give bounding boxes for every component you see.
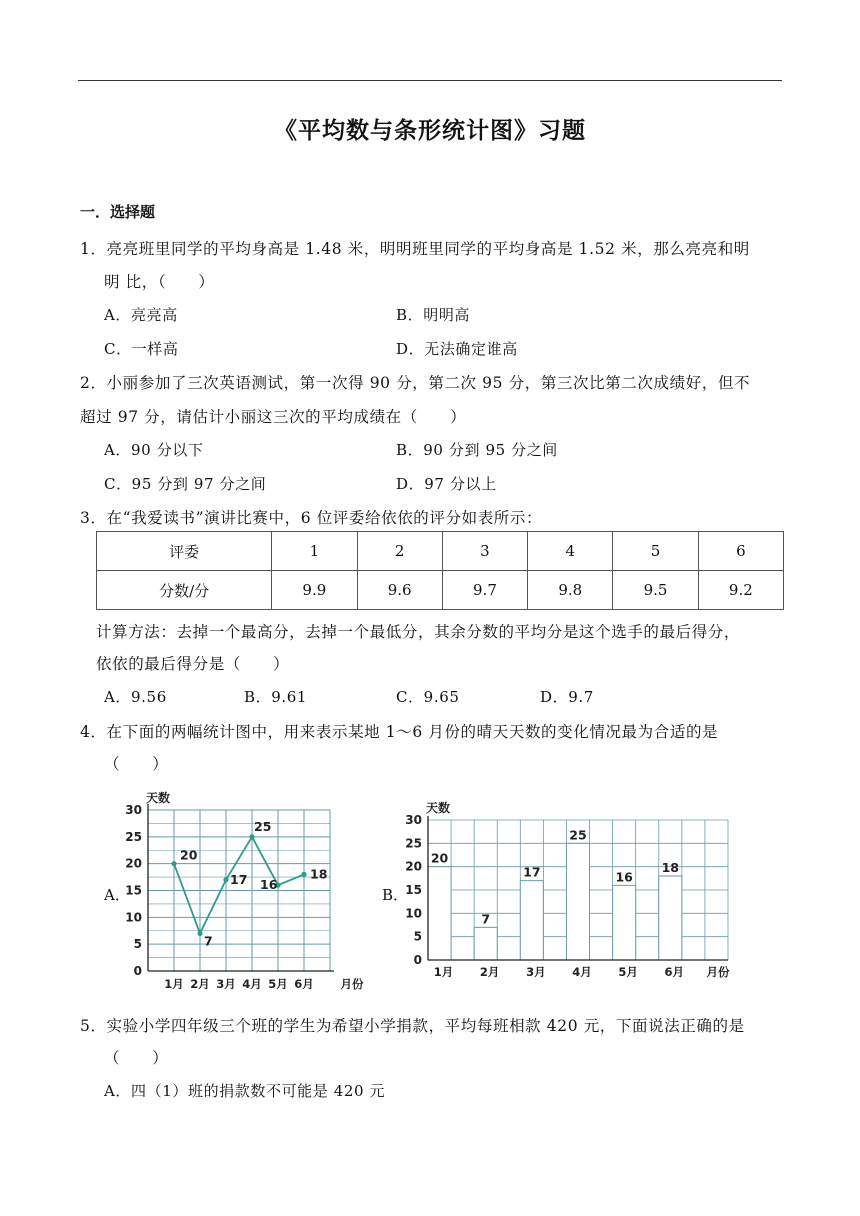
q2-option-c: C．95 分到 97 分之间 xyxy=(104,475,267,493)
q1-option-a: A．亮亮高 xyxy=(104,306,178,324)
y-tick-label: 20 xyxy=(125,856,142,871)
q1-option-b: B．明明高 xyxy=(396,306,471,324)
q4-text-line2: （ ） xyxy=(104,755,169,773)
q3-text-line3: 依依的最后得分是（ ） xyxy=(96,655,290,673)
bar xyxy=(659,876,682,960)
score-table xyxy=(96,531,784,610)
table-cell: 3 xyxy=(442,532,527,571)
q3-option-a: A．9.56 xyxy=(104,688,167,706)
y-tick-label: 15 xyxy=(125,883,142,898)
bar-chart xyxy=(398,798,743,987)
x-axis-label: 月份 xyxy=(340,977,364,991)
x-tick-label: 3月 xyxy=(526,965,546,979)
bar xyxy=(474,927,497,960)
bar xyxy=(566,843,589,960)
x-axis-label: 月份 xyxy=(706,965,730,979)
table-cell: 1 xyxy=(272,532,357,571)
q3-option-b: B．9.61 xyxy=(244,688,308,706)
x-tick-label: 5月 xyxy=(268,977,288,991)
chart-a-label: A． xyxy=(104,886,130,904)
y-tick-label: 0 xyxy=(413,953,422,967)
x-tick-label: 2月 xyxy=(479,965,500,979)
y-tick-label: 30 xyxy=(125,803,142,817)
q5-option-a: A．四（1）班的捐款数不可能是 420 元 xyxy=(104,1082,386,1100)
q5-text-line2: （ ） xyxy=(104,1049,169,1067)
table-cell: 9.8 xyxy=(528,571,613,610)
data-point xyxy=(223,877,228,882)
q5-text-line1: 5．实验小学四年级三个班的学生为希望小学捐款，平均每班相款 420 元，下面说法正确的是 xyxy=(80,1017,745,1035)
data-label: 16 xyxy=(615,869,633,885)
line-chart-svg xyxy=(120,788,370,993)
data-label: 20 xyxy=(430,850,449,866)
y-tick-label: 0 xyxy=(133,964,142,978)
q3-text-line2: 计算方法：去掉一个最高分，去掉一个最低分，其余分数的平均分是这个选手的最后得分， xyxy=(96,623,741,641)
q1-text-line2: 明 比，（ ） xyxy=(104,273,215,291)
x-tick-label: 1月 xyxy=(433,965,454,979)
table-cell: 4 xyxy=(528,532,613,571)
y-tick-label: 10 xyxy=(125,910,142,925)
y-tick-label: 20 xyxy=(405,859,422,874)
data-point xyxy=(171,861,176,866)
x-tick-label: 4月 xyxy=(572,965,592,979)
y-tick-label: 30 xyxy=(405,813,422,827)
header-rule xyxy=(78,80,782,81)
x-tick-label: 2月 xyxy=(190,977,210,991)
y-axis-label: 天数 xyxy=(426,801,451,815)
data-label: 17 xyxy=(230,871,248,887)
table-cell: 9.2 xyxy=(698,571,783,610)
y-tick-label: 25 xyxy=(125,829,142,844)
x-tick-label: 1月 xyxy=(164,977,184,991)
bar xyxy=(520,881,543,960)
table-cell: 9.9 xyxy=(272,571,357,610)
table-cell: 评委 xyxy=(97,532,272,571)
table-row xyxy=(97,532,784,571)
q2-option-b: B．90 分到 95 分之间 xyxy=(396,441,558,459)
q3-text-line1: 3．在“我爱读书”演讲比赛中，6 位评委给依依的评分如表所示： xyxy=(80,509,543,527)
q4-text-line1: 4．在下面的两幅统计图中，用来表示某地 1～6 月份的晴天天数的变化情况最为合适的是 xyxy=(80,723,719,741)
table-cell: 9.5 xyxy=(613,571,698,610)
table-row xyxy=(97,571,784,610)
y-tick-label: 10 xyxy=(405,906,422,921)
x-tick-label: 6月 xyxy=(294,977,314,991)
data-label: 25 xyxy=(254,818,272,834)
q1-option-d: D．无法确定谁高 xyxy=(396,340,518,358)
chart-b-label: B． xyxy=(382,886,409,904)
q2-option-a: A．90 分以下 xyxy=(104,441,204,459)
q1-option-c: C．一样高 xyxy=(104,340,179,358)
x-tick-label: 3月 xyxy=(216,977,236,991)
data-label: 17 xyxy=(523,864,541,880)
x-tick-label: 4月 xyxy=(242,977,262,991)
data-label: 20 xyxy=(180,847,198,863)
data-label: 25 xyxy=(569,827,587,843)
x-tick-label: 5月 xyxy=(618,965,638,979)
table-cell: 分数/分 xyxy=(97,571,272,610)
bar-chart-svg xyxy=(398,798,743,983)
data-label: 18 xyxy=(661,860,680,875)
line-chart xyxy=(120,788,370,997)
table-cell: 9.7 xyxy=(442,571,527,610)
q2-text-line1: 2．小丽参加了三次英语测试，第一次得 90 分，第二次 95 分，第三次比第二次成绩好，但不 xyxy=(80,374,751,392)
data-point xyxy=(249,834,254,839)
q3-option-c: C．9.65 xyxy=(396,688,460,706)
y-tick-label: 5 xyxy=(133,937,142,952)
q2-text-line2: 超过 97 分，请估计小丽这三次的平均成绩在（ ） xyxy=(80,408,467,426)
data-label: 7 xyxy=(481,911,491,927)
bar xyxy=(613,885,636,960)
page-title: 《平均数与条形统计图》习题 xyxy=(274,118,586,144)
y-axis-label: 天数 xyxy=(146,791,171,805)
y-tick-label: 25 xyxy=(405,836,422,851)
data-label: 7 xyxy=(204,933,213,949)
y-tick-label: 5 xyxy=(413,929,422,944)
table-cell: 5 xyxy=(613,532,698,571)
table-cell: 6 xyxy=(698,532,783,571)
data-label: 16 xyxy=(260,877,278,893)
x-tick-label: 6月 xyxy=(664,965,685,979)
q3-option-d: D．9.7 xyxy=(540,688,594,706)
table-cell: 9.6 xyxy=(357,571,442,610)
data-label: 18 xyxy=(310,866,328,882)
y-tick-label: 15 xyxy=(405,883,422,897)
q1-text-line1: 1．亮亮班里同学的平均身高是 1.48 米，明明班里同学的平均身高是 1.52 米，那么亮亮和明 xyxy=(80,240,750,258)
data-point xyxy=(197,931,202,936)
section-heading: 一．选择题 xyxy=(80,203,156,221)
bar xyxy=(428,867,451,960)
q2-option-d: D．97 分以上 xyxy=(396,475,497,493)
table-cell: 2 xyxy=(357,532,442,571)
data-point xyxy=(301,872,306,877)
